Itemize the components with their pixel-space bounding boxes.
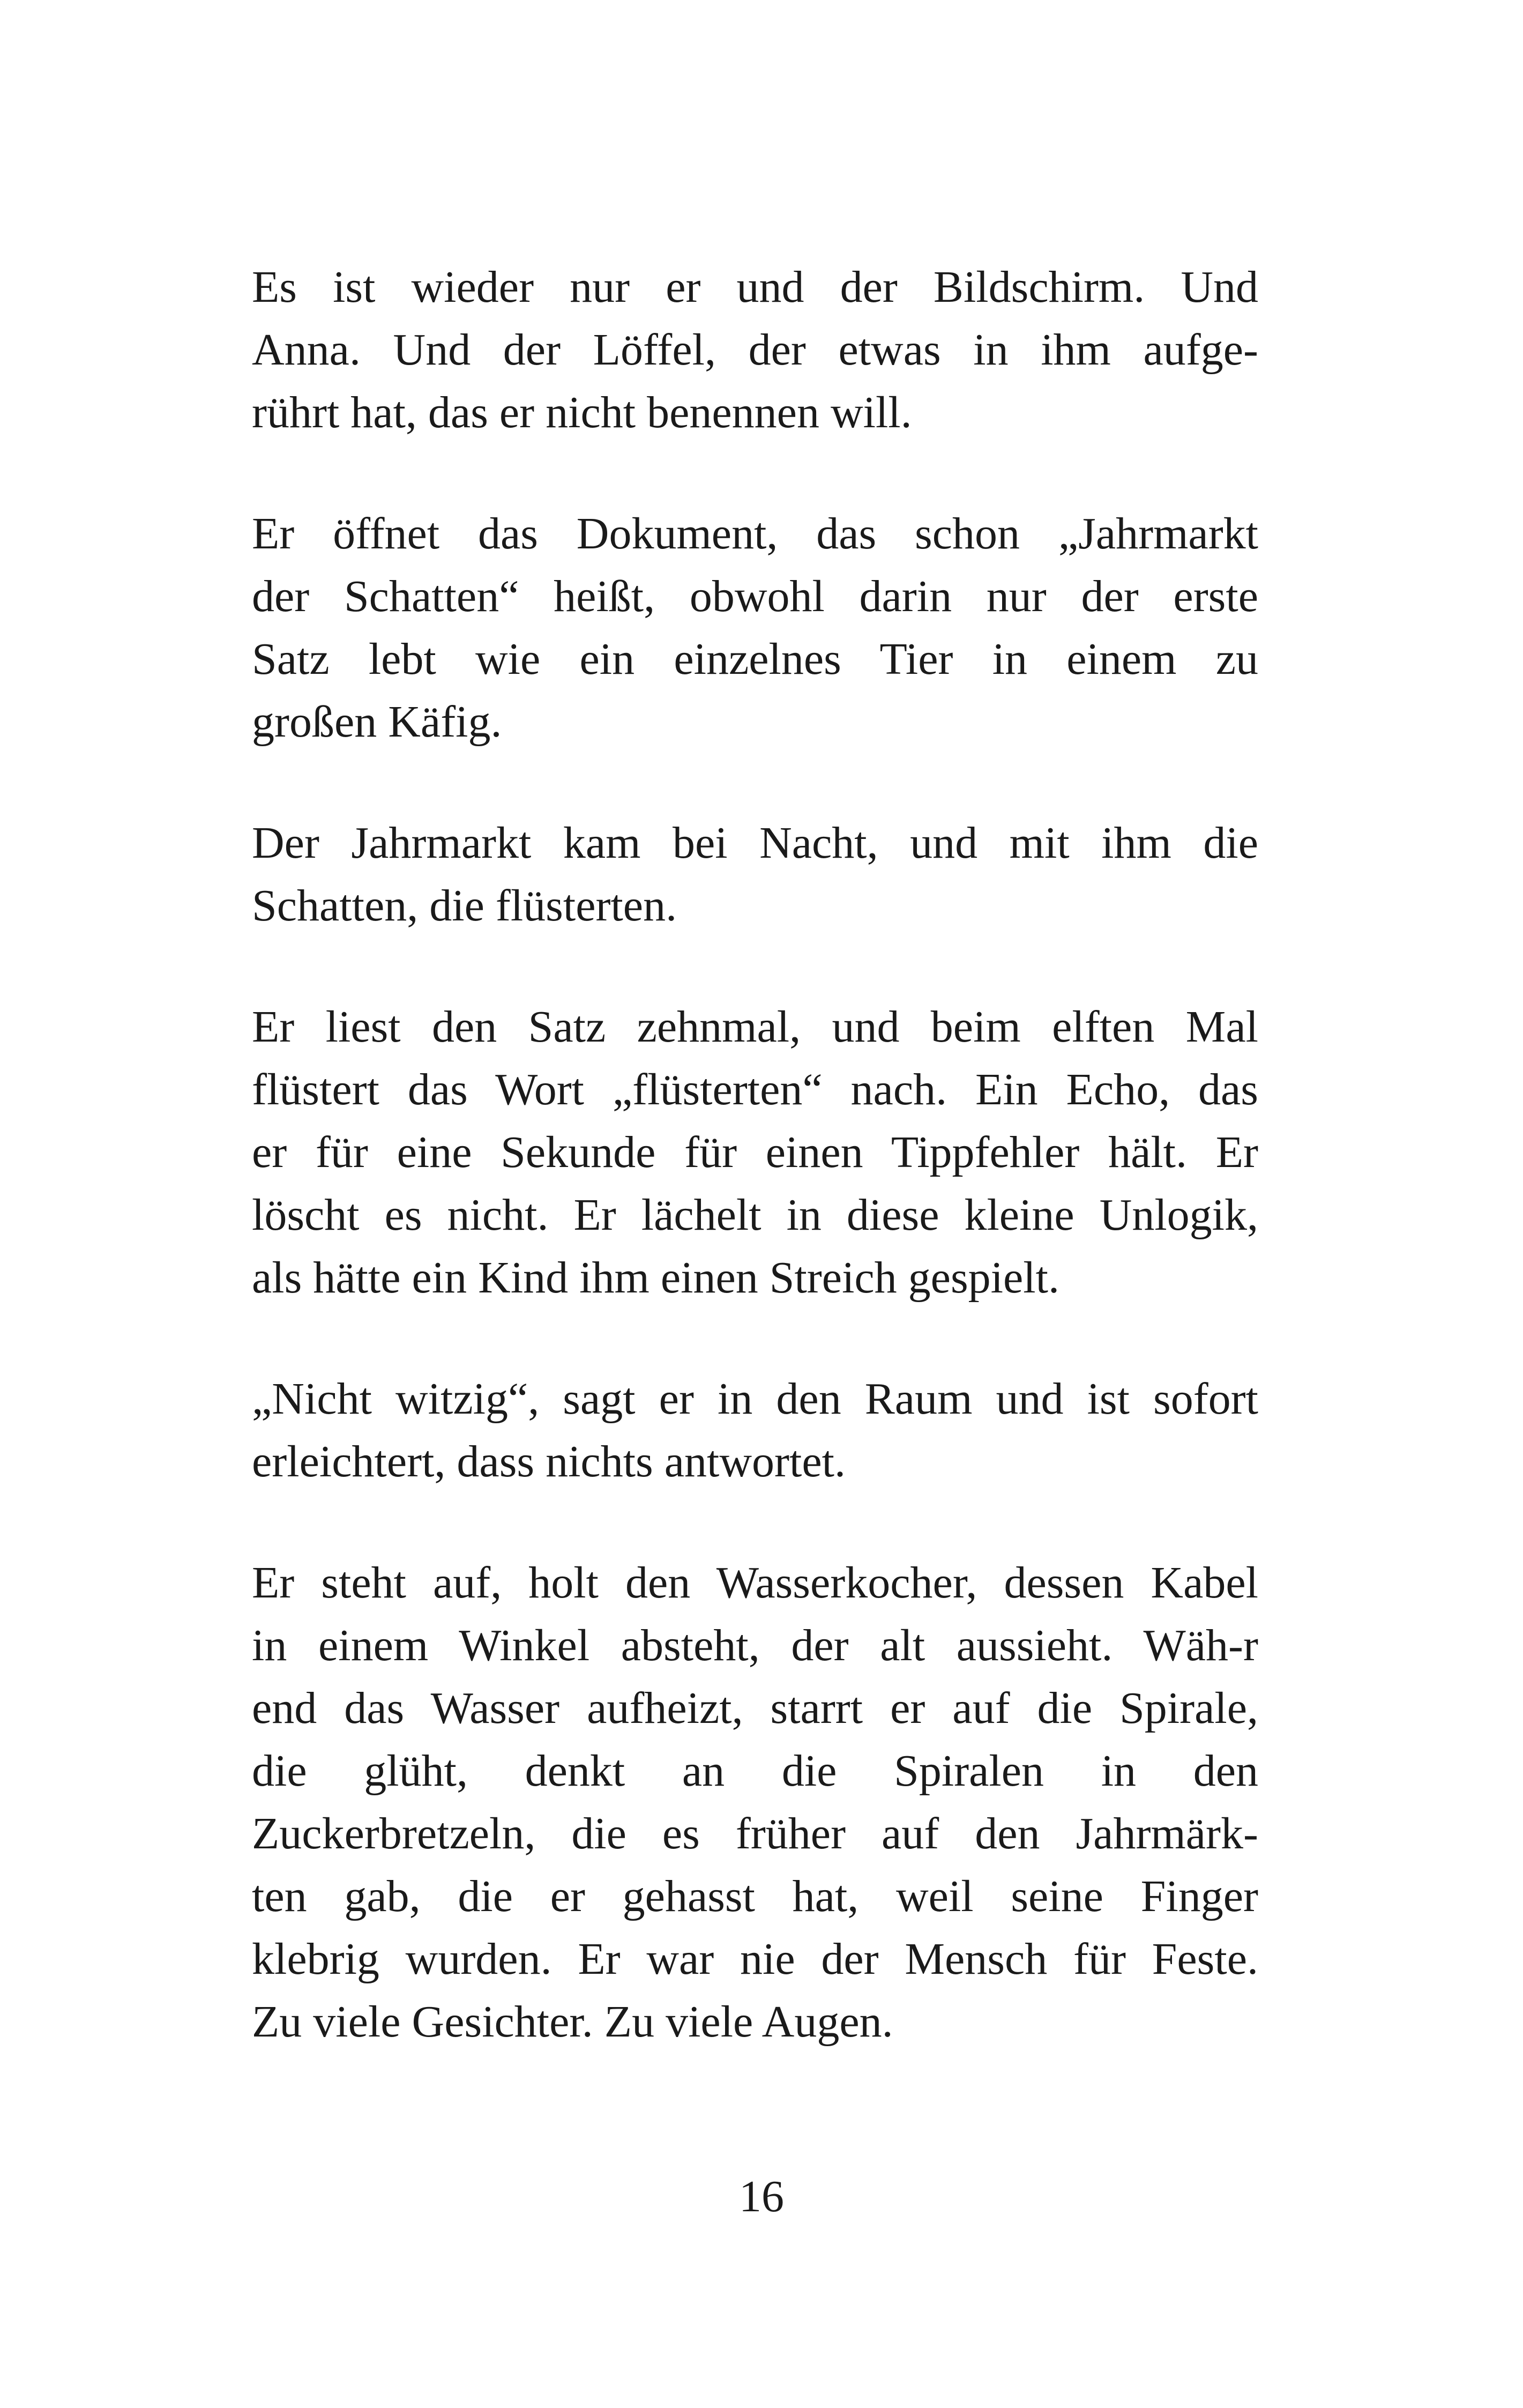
paragraph-5-line-1: „Nicht witzig“, sagt er in den Raum und ist sofort	[252, 1374, 1258, 1424]
paragraph-6-line-8: Zu viele Gesichter. Zu viele Augen.	[252, 1997, 893, 2047]
paragraph-2-line-2: der Schatten“ heißt, obwohl darin nur der erste	[252, 571, 1258, 621]
paragraph-4-line-3: er für eine Sekunde für einen Tippfehler hält. Er	[252, 1127, 1258, 1177]
paragraph-5-line-2: erleichtert, dass nichts antwortet.	[252, 1437, 846, 1487]
paragraph-2-line-4: großen Käfig.	[252, 697, 502, 747]
paragraph-1-line-1: Es ist wieder nur er und der Bildschirm. Und	[252, 262, 1258, 312]
paragraph-6-line-4: die glüht, denkt an die Spiralen in den	[252, 1746, 1258, 1796]
paragraph-6-line-3: end das Wasser aufheizt, starrt er auf die Spirale,	[252, 1683, 1258, 1733]
paragraph-4-line-1: Er liest den Satz zehnmal, und beim elften Mal	[252, 1002, 1258, 1052]
paragraph-6-line-7: klebrig wurden. Er war nie der Mensch für Feste.	[252, 1934, 1258, 1984]
paragraph-4-line-5: als hätte ein Kind ihm einen Streich gespielt.	[252, 1253, 1059, 1303]
paragraph-3-line-1: Der Jahrmarkt kam bei Nacht, und mit ihm die	[252, 818, 1258, 868]
page-number: 16	[739, 2172, 784, 2221]
paragraph-2-line-3: Satz lebt wie ein einzelnes Tier in einem zu	[252, 634, 1258, 684]
paragraph-6-line-2: in einem Winkel absteht, der alt aussieht. Wäh-r	[252, 1621, 1258, 1670]
paragraph-4-line-4: löscht es nicht. Er lächelt in diese kleine Unlogik,	[252, 1190, 1258, 1240]
paragraph-6-line-1: Er steht auf, holt den Wasserkocher, dessen Kabel	[252, 1558, 1258, 1608]
paragraph-1-line-2: Anna. Und der Löffel, der etwas in ihm aufge-	[252, 325, 1258, 375]
paragraph-6-line-5: Zuckerbretzeln, die es früher auf den Jahrmärk-	[252, 1809, 1258, 1859]
paragraph-4-line-2: flüstert das Wort „flüsterten“ nach. Ein Echo, das	[252, 1065, 1258, 1114]
paragraph-6-line-6: ten gab, die er gehasst hat, weil seine Finger	[252, 1871, 1258, 1921]
paragraph-3-line-2: Schatten, die flüsterten.	[252, 881, 677, 931]
paragraph-1-line-3: rührt hat, das er nicht benennen will.	[252, 388, 912, 437]
paragraph-2-line-1: Er öffnet das Dokument, das schon „Jahrmarkt	[252, 509, 1258, 559]
